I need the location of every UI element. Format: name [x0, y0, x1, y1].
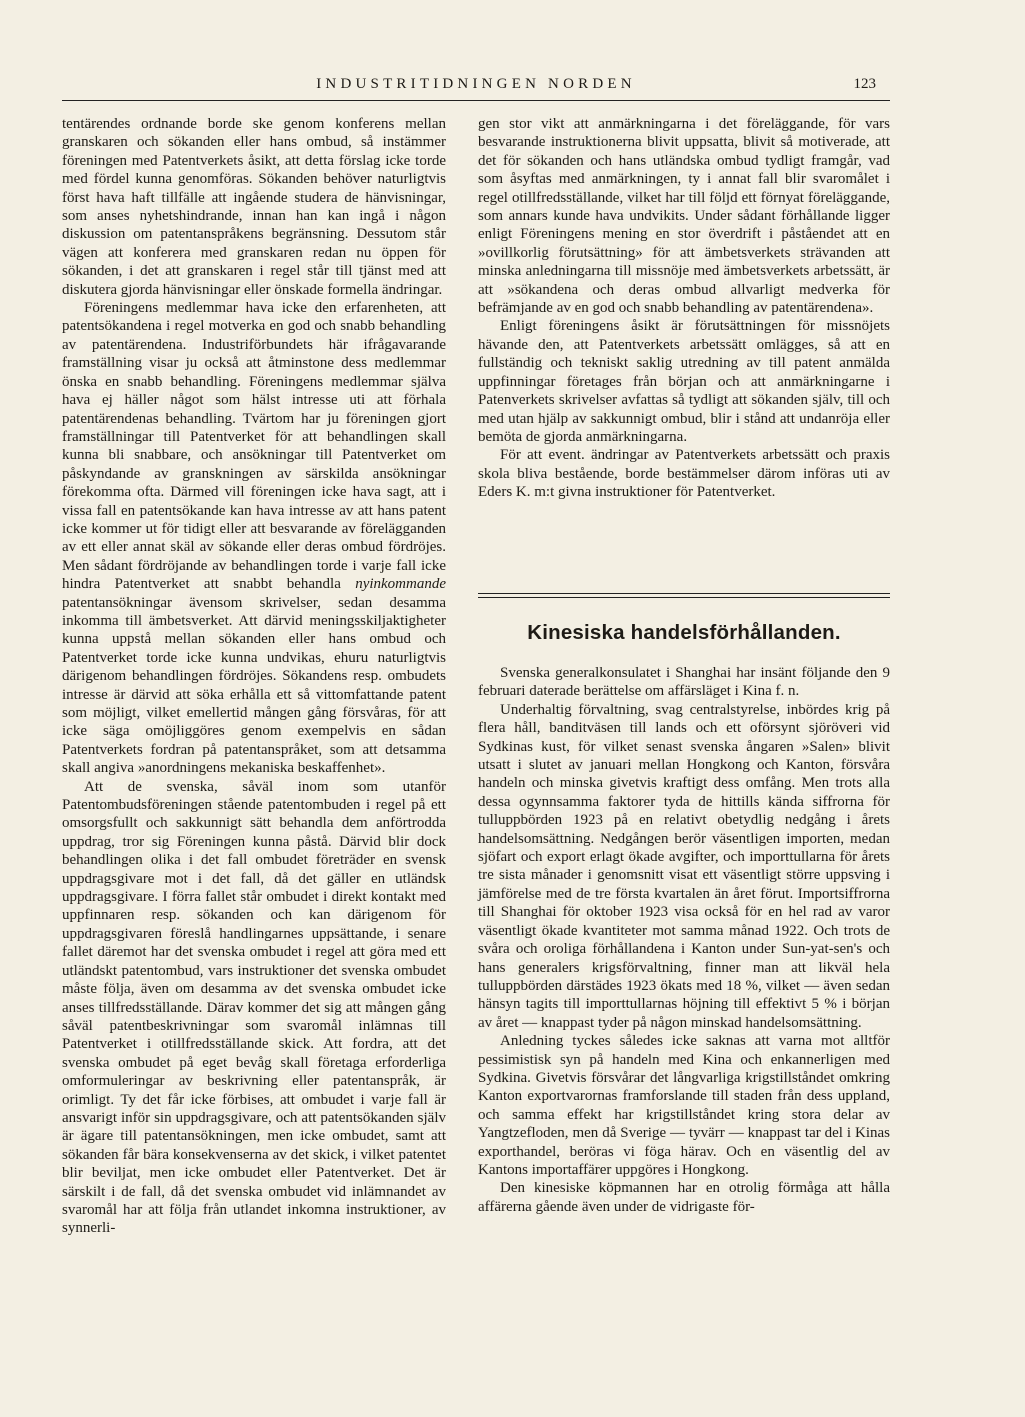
article-title: Kinesiska handelsförhållanden.	[527, 621, 841, 644]
paragraph: tentärendes ordnande borde ske genom konferens mellan granskaren och sökanden eller hans ombud, så instämmer föreningen med Patentverkets åsikt, att detta förslag icke torde med fördel kunna genomföras. Sökanden behöver naturligtvis först hava haft tillfälle att ingående studera de hänvisningar, som anses nyhetshindrande, innan han kan ingå i någon diskussion om patentanspråkens begränsning. Dessutom står vägen att konferera med granskaren redan nu öppen för sökanden, i det att granskaren i regel står till tjänst med att diskutera gjorda hänvisningar eller önskade formella ändringar.	[62, 116, 446, 298]
right-column	[478, 115, 890, 502]
paragraph: Enligt föreningens åsikt är förutsättningen för missnöjets hävande den, att Patentverkets arbetssätt omlägges, så att en fullständig och tekniskt saklig utredning av till patent anmälda uppfinningar företages från början och att anmärkningarne i Patenverkets skrivelser avfattas så tydligt att sökanden själv, till och med utan hjälp av sakkunnigt ombud, blir i stånd att undanröja eller bemöta de gjorda anmärkningarna.	[478, 318, 890, 445]
text-run: patentansökningar ävensom skrivelser, sedan desamma inkomma till ämbetsverket. Att därvid meningsskiljaktigheter kunna uppstå mellan sökanden eller hans ombud och Patentverket torde icke kunna undvikas, ehuru naturligtvis därigenom behandlingen fördröjes. Sökandens resp. ombudets intresse är därvid att söka erhålla ett så vittomfattande patent som möjligt, vilket emellertid mången gång försvåras, för att icke säga omöjliggöres genom exempelvis en sådan Patentverkets fordran på patentanspråket, som att detsamma skall angiva »anordningens mekaniska beskaffenhet».	[62, 594, 446, 777]
page-number: 123	[853, 76, 876, 92]
paragraph: gen stor vikt att anmärkningarna i det föreläggande, för vars besvarande instruktionerna blivit uppsatta, blivit så motiverade, att det för sökanden och hans utländska ombud tydligt framgår, vad som åsyftas med anmärkningen, ty i annat fall blir svaromålet i regel otillfredsställande, vilket har till följd ett förnyat föreläggande, som annars kunde hava undvikits. Under sådant förhållande ligger enligt Föreningens mening en stor överdrift i påståendet att en »ovillkorlig förutsättning» för att ämbetsverkets strävanden att minska anledningarna till missnöje med ämbetsverkets arbetssätt, är att »sökandena och deras ombud allvarligt medverka för befrämjande av en god och snabb behandling av patentärendena».	[478, 116, 890, 317]
paragraph: För att event. ändringar av Patentverkets arbetssätt och praxis skola bliva bestående, borde bestämmelser därom införas uti av Eders K. m:t givna instruktioner för Patentverket.	[478, 447, 890, 501]
paragraph: Den kinesiske köpmannen har en otrolig förmåga att hålla affärerna gående även under de vidrigaste för-	[478, 1180, 890, 1215]
paragraph: Svenska generalkonsulatet i Shanghai har insänt följande den 9 februari daterade berättelse om affärsläget i Kina f. n.	[478, 665, 890, 700]
paragraph: Att de svenska, såväl inom som utanför Patentombudsföreningen stående patentombuden i regel på ett omsorgsfullt och sakkunnigt sätt behandla dem anförtrodda uppdrag, tror sig Föreningen kunna påstå. Därvid blir dock behandlingen olika i det fall ombudet företräder en svensk uppdragsgivare mot i det fall, då det gäller en utländsk uppdragsgivare. I förra fallet står ombudet i direkt kontakt med uppfinnaren resp. sökanden och kan därigenom för uppdragsgivaren föreslå handlingarnes uppsättande, i senare fallet däremot har det svenska ombudet i regel att göra med ett utländskt patentombud, vars instruktioner det svenska ombudet måste följa, även om desamma av det svenska ombudet icke anses tillfredsställande. Därav kommer det sig att mången gång såväl patentbeskrivningar som svaromål inlämnas till Patentverket i otillfredsställande skick. Att fordra, att det svenska ombudet på eget bevåg skall företaga erforderliga omformuleringar av beskrivning eller patentanspråk, är orimligt. Ty det får icke förbises, att ombudet i varje fall är ansvarigt inför sin uppdragsgivare, och att patentsökanden själv är ägare till patentansökningen, men icke ombudet, samt att sökanden får bära konsekvenserna av det skick, i vilket patentet blir beviljat, men icke ombudet eller Patentverket. Det är särskilt i de fall, då det svenska ombudet vid inlämnandet av svaromål har att följa från utlandet inkomna instruktioner, av synnerli-	[62, 778, 446, 1237]
section-divider	[478, 593, 890, 594]
section-divider	[478, 597, 890, 598]
running-head	[62, 76, 890, 100]
running-title: INDUSTRITIDNINGEN NORDEN	[316, 76, 636, 92]
paragraph: Underhaltig förvaltning, svag centralstyrelse, inbördes krig på flera håll, banditväsen till lands och ett oförsynt sjöröveri vid Sydkinas kust, för vilket senast svenska ångaren »Salen» blivit utsatt i slutet av januari mellan Hongkong och Kanton, försvåra handeln och minska givetvis kraftigt dess omfång. Men trots alla dessa ogynnsamma faktorer tyda de hittills kända siffrorna för tulluppbörden 1923 på en relativt obetydlig nedgång i årets handelsomsättning. Nedgången berör väsentligen importen, medan sjöfart och export erlagt ökade avgifter, och importtullarna för årets tre sista månader i genomsnitt visat ett väsentligt större uppsving i jämförelse med de tre första kvartalen än året förut. Importsiffrorna till Shanghai för oktober 1923 visa också för en hel rad av varor väsentligt ökade kvantiteter mot samma månad 1922. Och trots de svåra och oroliga förhållandena i Kanton under Sun-yat-sen's och hans generalers krigsförvaltning, finner man att likväl hela tulluppbörden därstädes 1923 ökats med 18 %, vilket — även sedan hänsyn tagits till importtullarnas höjning till effektivt 5 % i början av året — knappast tyder på någon minskad handelsomsättning.	[478, 701, 890, 1031]
article-body	[478, 664, 890, 1216]
paragraph	[62, 299, 446, 778]
left-column	[62, 115, 446, 1238]
paragraph: Anledning tyckes således icke saknas att varna mot alltför pessimistisk syn på handeln med Kina och enkannerligen med Sydkina. Givetvis försvårar det långvarliga krigstillståndet omkring Kanton exportvarornas framforslande till staden från dess uppland, och samma effekt har krigstillståndet kring stora delar av Yangtzefloden, men då Sverige — tyvärr — knappast tar del i Kinas exporthandel, beröras vi föga härav. Och en väsentlig del av Kantons importaffärer uppgöres i Hongkong.	[478, 1033, 890, 1178]
emphasized-word: nyinkommande	[355, 576, 446, 593]
header-rule	[62, 100, 890, 101]
text-run: Föreningens medlemmar hava icke den erfarenheten, att patentsökandena i regel motverka en god och snabb behandling av patentärendena. Industriförbundets här ifrågavarande framställning visar ju också att åtminstone dess medlemmar önska en snabb behandling. Föreningens medlemmar själva hava ej häller något som hälst intresse uti att förhala patentärendenas behandling. Tvärtom har ju föreningen gjort framställningar till Patentverket för att behandlingen skall kunna bli snabbare, och ansökningar till Patentverket om påskyndande av granskningen av särskilda ansökningar förekomma ofta. Därmed vill föreningen icke hava sagt, att i vissa fall en patentsökande kan hava intresse av att hans patent icke kommer ut för tidigt eller att besvarande av förelägganden av ett eller annat skäl av sökande eller deras ombud fördröjes. Men sådant fördröjande av behandlingen torde i varje fall icke hindra Patentverket att snabbt behandla	[62, 300, 446, 593]
